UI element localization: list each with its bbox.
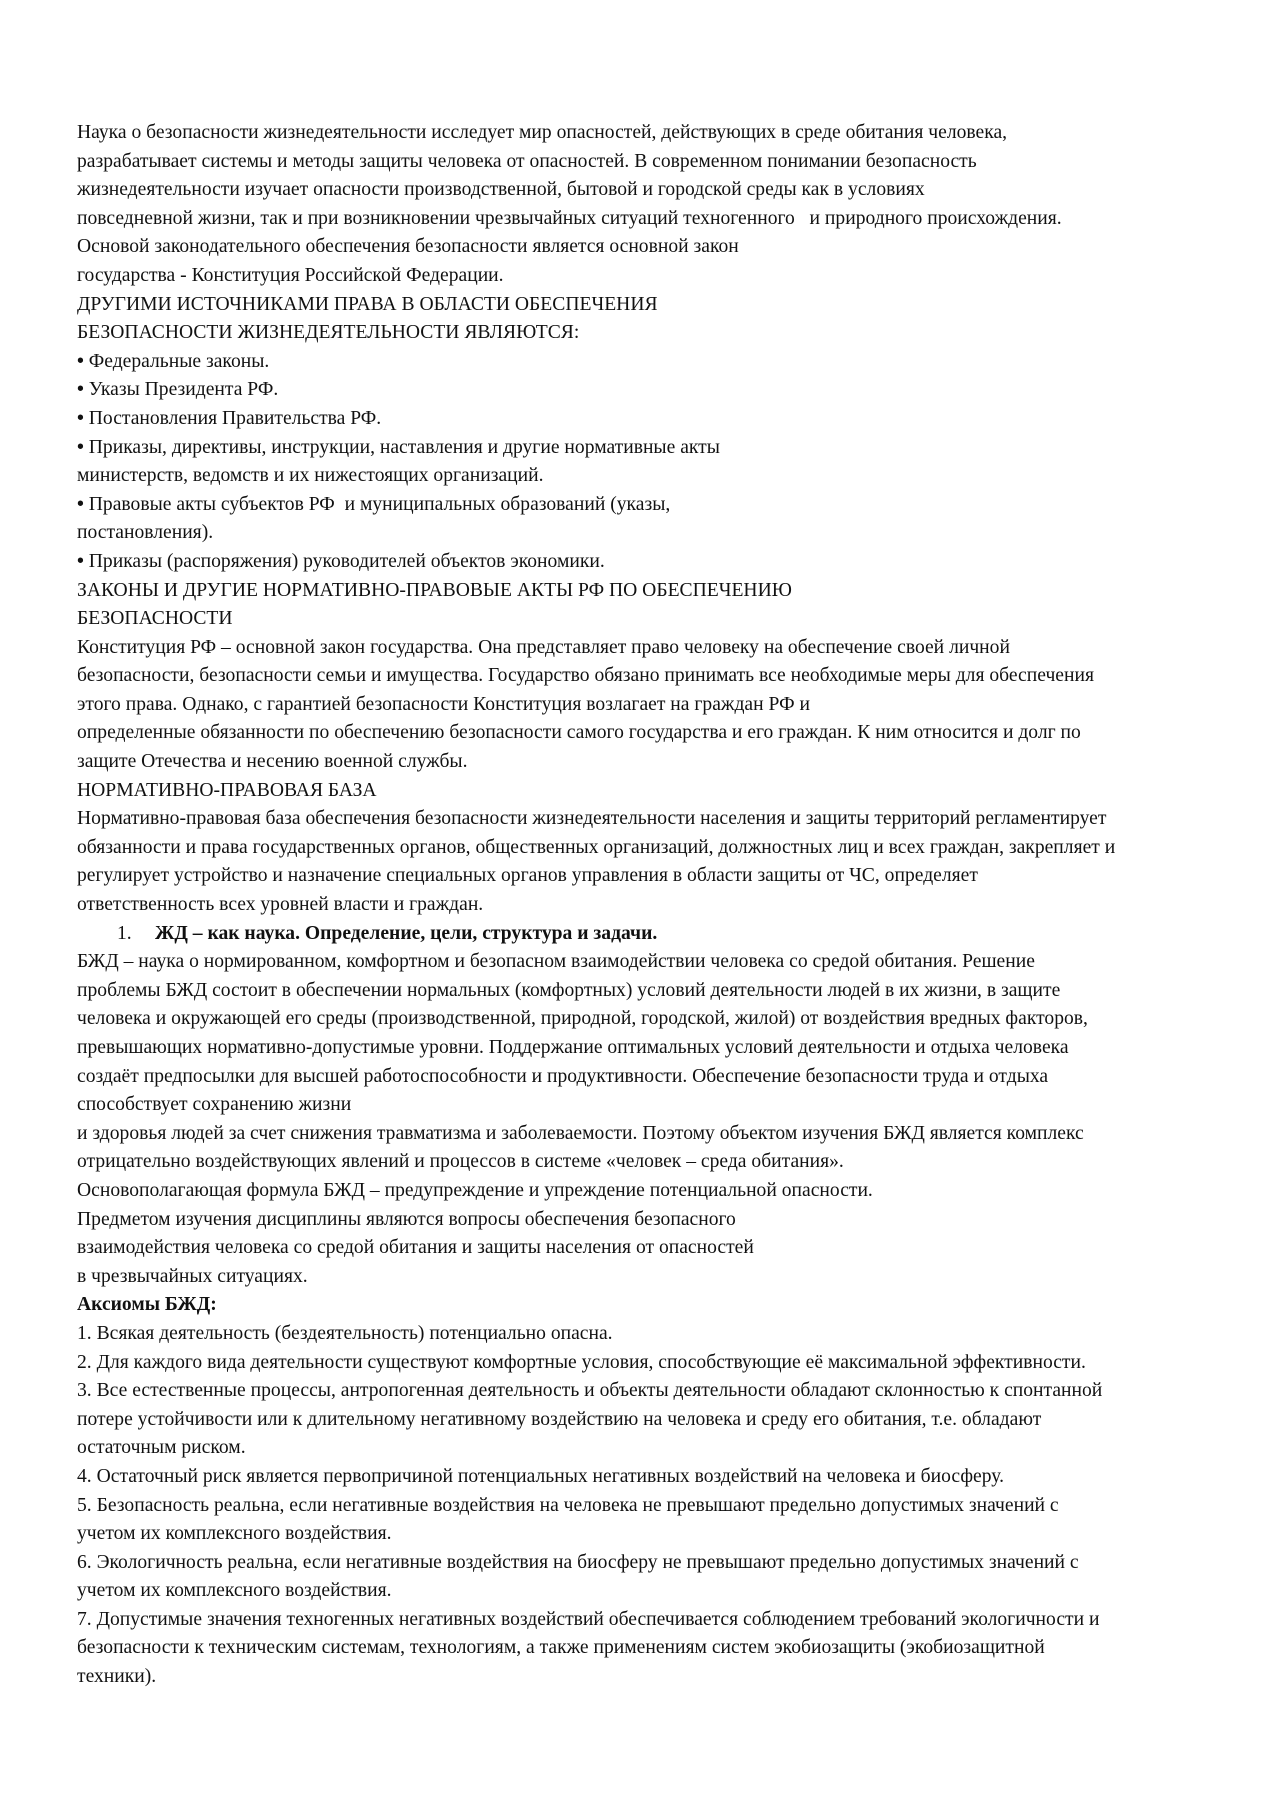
normative-paragraph xyxy=(77,805,1227,919)
axiom-line: 1. Всякая деятельность (бездеятельность) потенциально опасна. xyxy=(77,1322,613,1344)
document-page xyxy=(77,119,1227,1692)
heading-line: БЕЗОПАСНОСТИ xyxy=(77,608,233,630)
text-line: определенные обязанности по обеспечению безопасности самого государства и его граждан. К ним относится и долг по xyxy=(77,722,1081,744)
bullet-text: Федеральные законы. xyxy=(83,350,270,372)
text-line: этого права. Однако, с гарантией безопасности Конституция возлагает на граждан РФ и xyxy=(77,693,810,715)
bullet-icon: • xyxy=(77,379,84,401)
bullet-continuation: постановления). xyxy=(77,522,214,544)
bullet-icon: • xyxy=(77,550,84,572)
text-line: взаимодействия человека со средой обитания и защиты населения от опасностей xyxy=(77,1237,754,1259)
axiom-line: потере устойчивости или к длительному негативному воздействию на человека и среду его обитания, т.е. обладают xyxy=(77,1408,1042,1430)
axiom-line: остаточным риском. xyxy=(77,1437,246,1459)
text-line: Основой законодательного обеспечения безопасности является основной закон xyxy=(77,236,739,258)
normative-heading: НОРМАТИВНО-ПРАВОВАЯ БАЗА xyxy=(77,779,377,801)
bullet-item xyxy=(77,434,1227,491)
bullet-text: Правовые акты субъектов РФ и муниципальных образований (указы, xyxy=(83,493,671,515)
axiom-line: техники). xyxy=(77,1666,157,1688)
axiom-line: 6. Экологичность реальна, если негативные воздействия на биосферу не превышают предельно допустимых значений с xyxy=(77,1551,1079,1573)
text-line: превышающих нормативно-допустимые уровни. Поддержание оптимальных условий деятельности и отдыха человека xyxy=(77,1037,1069,1058)
text-line: ответственность всех уровней власти и граждан. xyxy=(77,894,484,916)
bullet-continuation: министерств, ведомств и их нижестоящих организаций. xyxy=(77,465,544,487)
text-line: Основополагающая формула БЖД – предупреждение и упреждение потенциальной опасности. xyxy=(77,1179,873,1201)
bullet-icon: • xyxy=(77,436,84,458)
intro-paragraph xyxy=(77,119,1227,291)
axiom-line: 4. Остаточный риск является первопричиной потенциальных негативных воздействий на человека и биосферу. xyxy=(77,1465,1005,1487)
bullet-item xyxy=(77,491,1227,548)
axioms-heading: Аксиомы БЖД: xyxy=(77,1294,217,1316)
heading-line: БЕЗОПАСНОСТИ ЖИЗНЕДЕЯТЕЛЬНОСТИ ЯВЛЯЮТСЯ: xyxy=(77,322,580,344)
text-line: создаёт предпосылки для высшей работоспособности и продуктивности. Обеспечение безопасности труда и отдыха xyxy=(77,1065,1049,1087)
text-line: человека и окружающей его среды (производственной, природной, городской, жилой) от воздействия вредных факторов, xyxy=(77,1008,1088,1030)
bullet-text: Постановления Правительства РФ. xyxy=(83,407,382,429)
text-line: Наука о безопасности жизнедеятельности исследует мир опасностей, действующих в среде обитания человека, xyxy=(77,122,1008,143)
bullet-text: Указы Президента РФ. xyxy=(83,379,279,401)
bullet-text: Приказы (распоряжения) руководителей объектов экономики. xyxy=(83,550,605,572)
text-line: повседневной жизни, так и при возникновении чрезвычайных ситуаций техногенного и природного происхождения. xyxy=(77,207,1062,229)
text-line: безопасности, безопасности семьи и имущества. Государство обязано принимать все необходимые меры для обеспечения xyxy=(77,665,1094,687)
text-line: Конституция РФ – основной закон государства. Она представляет право человеку на обеспечение своей личной xyxy=(77,636,1010,658)
text-line: Предметом изучения дисциплины являются вопросы обеспечения безопасного xyxy=(77,1208,736,1230)
text-line: и здоровья людей за счет снижения травматизма и заболеваемости. Поэтому объектом изучения БЖД является комплекс xyxy=(77,1122,1084,1144)
text-line: Нормативно-правовая база обеспечения безопасности жизнедеятельности населения и защиты территорий регламентирует xyxy=(77,808,1107,830)
section-number: 1. xyxy=(117,922,132,944)
bullet-icon: • xyxy=(77,407,84,429)
bullet-item xyxy=(77,376,1227,405)
text-line: БЖД – наука о нормированном, комфортном и безопасном взаимодействии человека со средой обитания. Решение xyxy=(77,951,1035,973)
text-line: разрабатывает системы и методы защиты человека от опасностей. В современном понимании безопасность xyxy=(77,150,977,172)
sources-heading xyxy=(77,291,1227,348)
bullet-item xyxy=(77,348,1227,377)
numbered-section-heading xyxy=(77,920,1227,949)
bjd-paragraph xyxy=(77,948,1227,1291)
text-line: жизнедеятельности изучает опасности производственной, бытовой и городской среды как в условиях xyxy=(77,179,925,201)
bullet-icon: • xyxy=(77,493,84,515)
sources-bullet-list xyxy=(77,348,1227,577)
axiom-line: учетом их комплексного воздействия. xyxy=(77,1523,392,1545)
section-title: ЖД – как наука. Определение, цели, структура и задачи. xyxy=(155,922,658,944)
laws-heading xyxy=(77,577,1227,634)
axioms-list xyxy=(77,1320,1227,1692)
bullet-icon: • xyxy=(77,350,84,372)
bullet-text: Приказы, директивы, инструкции, наставления и другие нормативные акты xyxy=(83,436,720,458)
axiom-line: учетом их комплексного воздействия. xyxy=(77,1580,392,1602)
bullet-item xyxy=(77,548,1227,577)
text-line: защите Отечества и несению военной службы. xyxy=(77,751,468,773)
axiom-line: 5. Безопасность реальна, если негативные воздействия на человека не превышают предельно допустимых значений с xyxy=(77,1494,1059,1516)
text-line: в чрезвычайных ситуациях. xyxy=(77,1265,308,1287)
text-line: проблемы БЖД состоит в обеспечении нормальных (комфортных) условий деятельности людей в их жизни, в защите xyxy=(77,979,1061,1001)
axiom-line: безопасности к техническим системам, технологиям, а также применениям систем экобиозащиты (экобиозащитной xyxy=(77,1637,1045,1659)
text-line: регулирует устройство и назначение специальных органов управления в области защиты от ЧС, определяет xyxy=(77,865,978,887)
axiom-line: 3. Все естественные процессы, антропогенная деятельность и объекты деятельности обладают склонностью к спонтанной xyxy=(77,1380,1103,1402)
text-line: обязанности и права государственных органов, общественных организаций, должностных лиц и всех граждан, закрепляет и xyxy=(77,836,1116,858)
axiom-line: 7. Допустимые значения техногенных негативных воздействий обеспечивается соблюдением требований экологичности и xyxy=(77,1608,1100,1630)
heading-line: ДРУГИМИ ИСТОЧНИКАМИ ПРАВА В ОБЛАСТИ ОБЕСПЕЧЕНИЯ xyxy=(77,293,658,315)
axiom-line: 2. Для каждого вида деятельности существуют комфортные условия, способствующие её максимальной эффективности. xyxy=(77,1351,1086,1373)
constitution-paragraph xyxy=(77,634,1227,777)
text-line: государства - Конституция Российской Федерации. xyxy=(77,264,504,286)
bullet-item xyxy=(77,405,1227,434)
text-line: способствует сохранению жизни xyxy=(77,1094,352,1116)
text-line: отрицательно воздействующих явлений и процессов в системе «человек – среда обитания». xyxy=(77,1151,844,1173)
heading-line: ЗАКОНЫ И ДРУГИЕ НОРМАТИВНО-ПРАВОВЫЕ АКТЫ РФ ПО ОБЕСПЕЧЕНИЮ xyxy=(77,579,792,601)
